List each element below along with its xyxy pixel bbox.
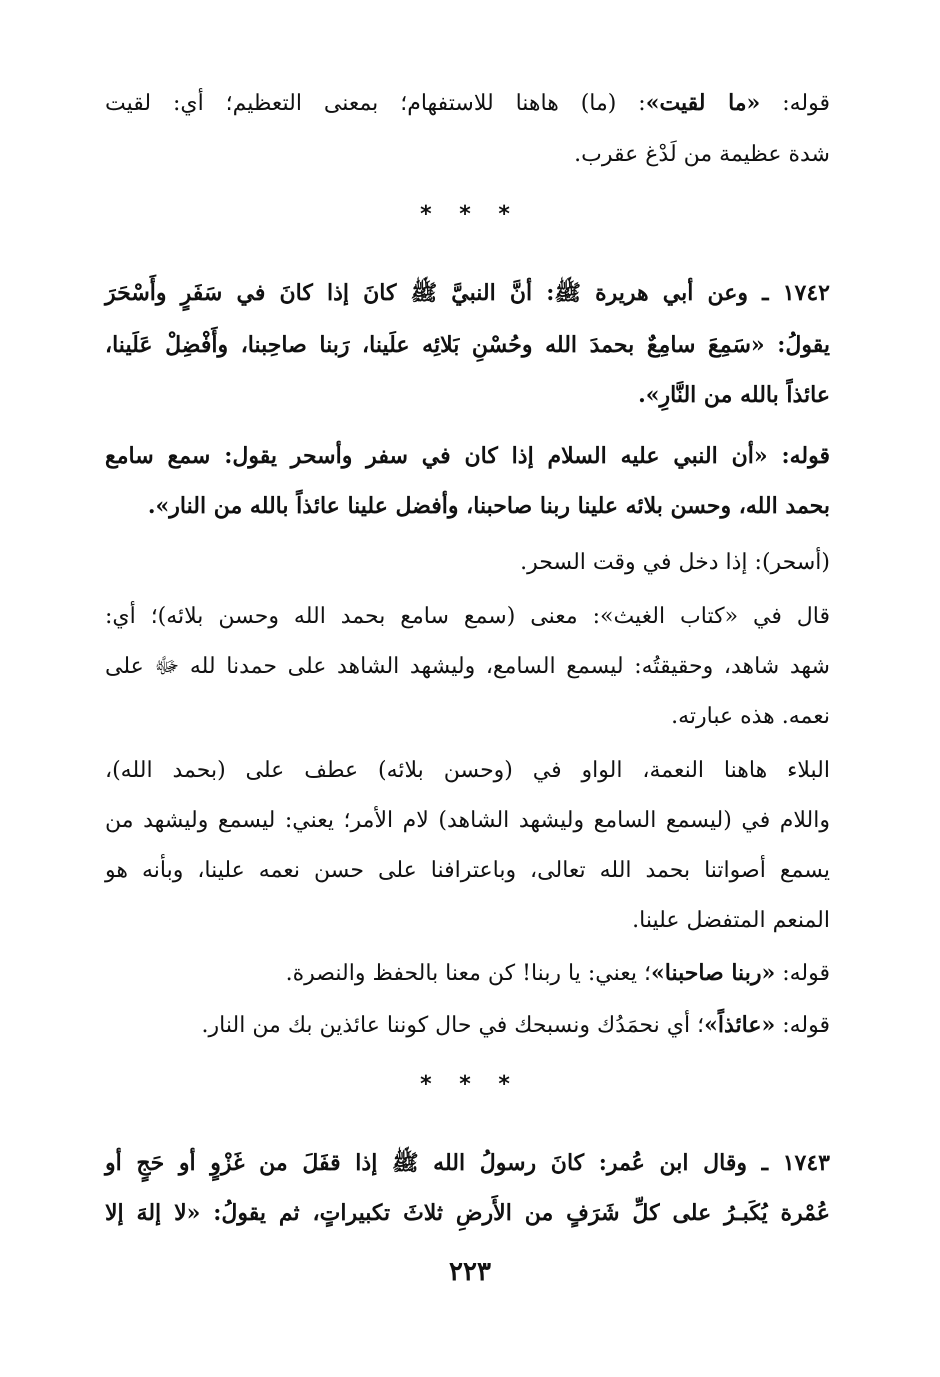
hadith-line: عائذاً بالله من النَّارِ». (638, 382, 830, 408)
text-line: قوله: «ما لقيت»: (ما) هاهنا للاستفهام؛ بمعنى التعظيم؛ أي: لقيت (105, 90, 830, 116)
text-line: شدة عظيمة من لَدْغ عقرب. (574, 142, 830, 167)
hadith-line: ١٧٤٣ ـ وقال ابن عُمر: كانَ رسولُ الله ﷺ إذا قفَلَ من غَزْوٍ أو حَجٍ أو (105, 1150, 830, 1176)
hadith-line: عُمْرة يُكَبـرُ على كلِّ شَرَفٍ من الأَرضِ ثلاثَ تكبيراتٍ، ثم يقولُ: «لا إلهَ إلا (105, 1200, 830, 1226)
hadith-line: يقولُ: «سَمِعَ سامِعٌ بحمدَ الله وحُسْنِ بَلائِه علَينا، رَبنا صاحِبنا، وأَفْضِلْ عَلَينا، (105, 332, 830, 358)
text-line: يسمع أصواتنا بحمد الله تعالى، وباعترافنا على حسن نعمه علينا، وبأنه هو (105, 858, 830, 883)
commentary-line: بحمد الله، وحسن بلائه علينا ربنا صاحبنا، وأفضل علينا عائذاً بالله من النار». (147, 493, 830, 519)
text-line: واللام في (ليسمع السامع وليشهد الشاهد) لام الأمر؛ يعني: ليسمع وليشهد من (105, 808, 830, 833)
page-number: ٢٢٣ (449, 1257, 491, 1287)
text-line: قوله: «ربنا صاحبنا»؛ يعني: يا ربنا! كن معنا بالحفظ والنصرة. (285, 960, 830, 986)
text-line: نعمه. هذه عبارته. (671, 704, 830, 729)
text-line: قوله: «عائذاً»؛ أي نحمَدُك ونسبحك في حال كوننا عائذين بك من النار. (201, 1012, 830, 1038)
hadith-line: ١٧٤٢ ـ وعن أبي هريرة ﷺ: أنَّ النبيَّ ﷺ كانَ إذا كانَ في سَفَرٍ وأَسْحَرَ (105, 280, 830, 306)
text-line: قال في «كتاب الغيث»: معنى (سمع سامع بحمد الله وحسن بلائه)؛ أي: (105, 604, 830, 629)
text-line: شهد شاهد، وحقيقتُه: ليسمع السامع، وليشهد الشاهد على حمدنا لله ﷻ على (105, 654, 830, 679)
text-line: البلاء هاهنا النعمة، الواو في (وحسن بلائه) عطف على (بحمد الله)، (105, 758, 830, 783)
commentary-line: قوله: «أن النبي عليه السلام إذا كان في سفر وأسحر يقول: سمع سامع (105, 443, 830, 469)
text-line: (أسحر): إذا دخل في وقت السحر. (520, 550, 830, 575)
section-separator: * * * (420, 202, 520, 227)
section-separator: * * * (420, 1072, 520, 1097)
text-line: المنعم المتفضل علينا. (632, 908, 830, 933)
